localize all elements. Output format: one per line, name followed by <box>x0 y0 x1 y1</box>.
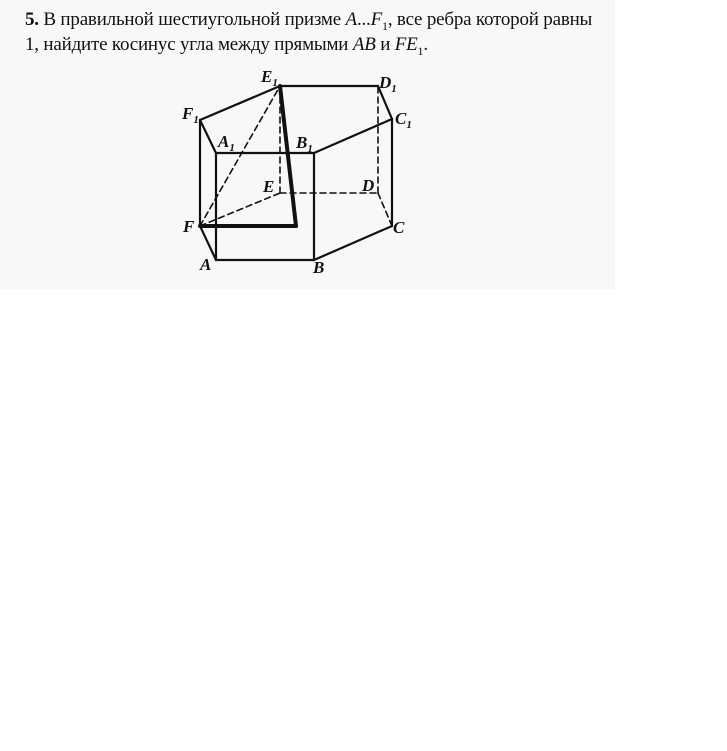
edge-C1-B1 <box>314 119 392 153</box>
edge-F1-E1 <box>200 86 280 120</box>
hidden-edge-D-C <box>378 193 392 226</box>
text-segment: и <box>375 34 395 55</box>
label-C: C <box>393 218 405 237</box>
text-segment: , все ребра которой равны 1, найдите косинус угла между прямыми <box>25 9 593 55</box>
label-A1: $A_1$ <box>218 132 235 154</box>
text-segment: В правильной шестиугольной призме <box>38 9 346 30</box>
hidden-edge-F-E <box>200 193 280 226</box>
math-symbol: FE <box>394 34 418 55</box>
label-B: B <box>313 258 325 277</box>
edge-B-C <box>314 226 392 260</box>
label-C1: $C_1$ <box>395 109 412 131</box>
label-E1: $E_1$ <box>261 67 278 89</box>
label-B1: $B_1$ <box>296 133 313 155</box>
segment-F-E1 <box>200 86 280 226</box>
label-E: E <box>263 177 275 196</box>
math-subscript: 1 <box>382 18 388 33</box>
label-D1: $D_1$ <box>379 73 397 95</box>
text-segment: . <box>423 34 428 55</box>
math-subscript: 1 <box>417 43 424 58</box>
math-symbol: A <box>345 9 357 30</box>
problem-number: 5. <box>25 9 39 30</box>
math-symbol: F <box>370 9 382 30</box>
bold-segment-E1-M <box>280 86 296 226</box>
text-segment: ... <box>356 9 371 30</box>
label-A: A <box>200 255 212 274</box>
label-F1: $F_1$ <box>182 104 199 126</box>
label-D: D <box>362 176 375 195</box>
edge-A1-F1 <box>200 120 216 153</box>
math-symbol: AB <box>352 34 376 55</box>
label-F: F <box>183 217 195 236</box>
